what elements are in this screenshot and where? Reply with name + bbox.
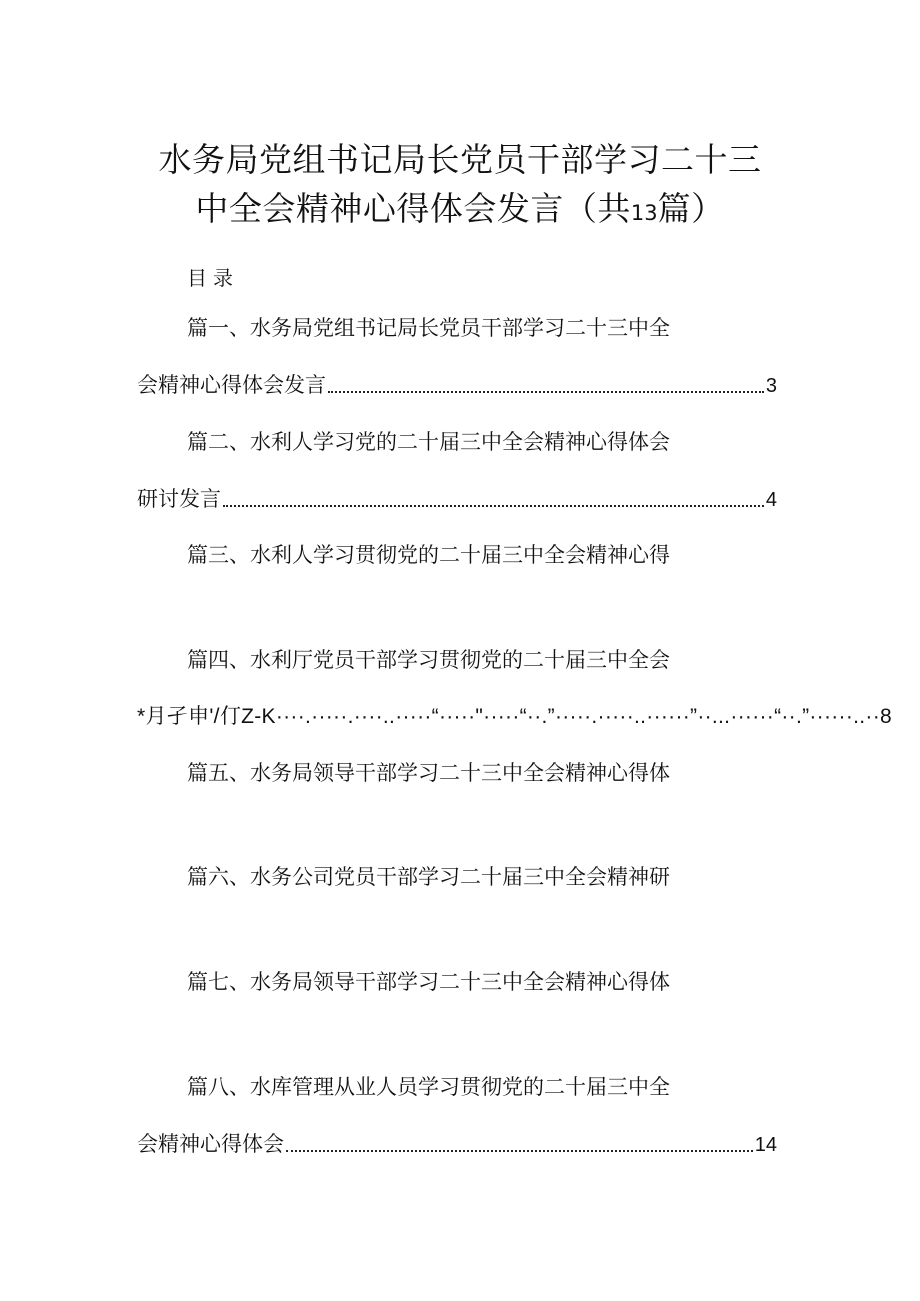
toc-entry-2-leader [223,504,764,507]
toc-entry-6-head[interactable]: 篇六、水务公司党员干部学习二十届三中全会精神研 [187,865,670,889]
title-line-2-prefix: 中全会精神心得体会发言（共 [195,189,631,228]
toc-entry-1-tail[interactable] [137,370,777,400]
document-title-line-2 [0,183,920,230]
title-article-count: 13 [630,201,658,225]
title-line-2-suffix: 篇） [657,189,725,228]
document-title-line-1: 水务局党组书记局长党员干部学习二十三 [158,140,762,179]
toc-entry-2-tail-text: 研讨发言 [137,487,221,511]
toc-entry-8-leader [286,1149,753,1152]
toc-entry-2-page: 4 [765,489,777,511]
toc-entry-1-leader [328,390,764,393]
toc-entry-2-tail[interactable] [137,484,777,514]
toc-entry-1-tail-text: 会精神心得体会发言 [137,373,326,397]
toc-entry-7-head[interactable]: 篇七、水务局领导干部学习二十三中全会精神心得体 [187,970,670,994]
toc-entry-8-head[interactable]: 篇八、水库管理从业人员学习贯彻党的二十届三中全 [187,1075,670,1099]
toc-entry-2-head[interactable]: 篇二、水利人学习党的二十届三中全会精神心得体会 [187,430,670,454]
toc-entry-4-head[interactable]: 篇四、水利厅党员干部学习贯彻党的二十届三中全会 [187,648,670,672]
toc-entry-8-tail-text: 会精神心得体会 [137,1132,284,1156]
toc-entry-8-page: 14 [754,1134,777,1156]
toc-entry-1-head[interactable]: 篇一、水务局党组书记局长党员干部学习二十三中全 [187,316,670,340]
toc-entry-8-tail[interactable] [137,1129,777,1159]
toc-entry-3-head[interactable]: 篇三、水利人学习贯彻党的二十届三中全会精神心得 [187,543,670,567]
toc-entry-4-garbled-tail: *月孑申'/仃Z-K····.·····.····..·····“·····"·····“··.”·····.·····..······”··...······“··.”······..··8 [137,705,892,728]
toc-heading: 目录 [187,266,239,290]
toc-entry-5-head[interactable]: 篇五、水务局领导干部学习二十三中全会精神心得体 [187,761,670,785]
toc-entry-1-page: 3 [765,375,777,397]
